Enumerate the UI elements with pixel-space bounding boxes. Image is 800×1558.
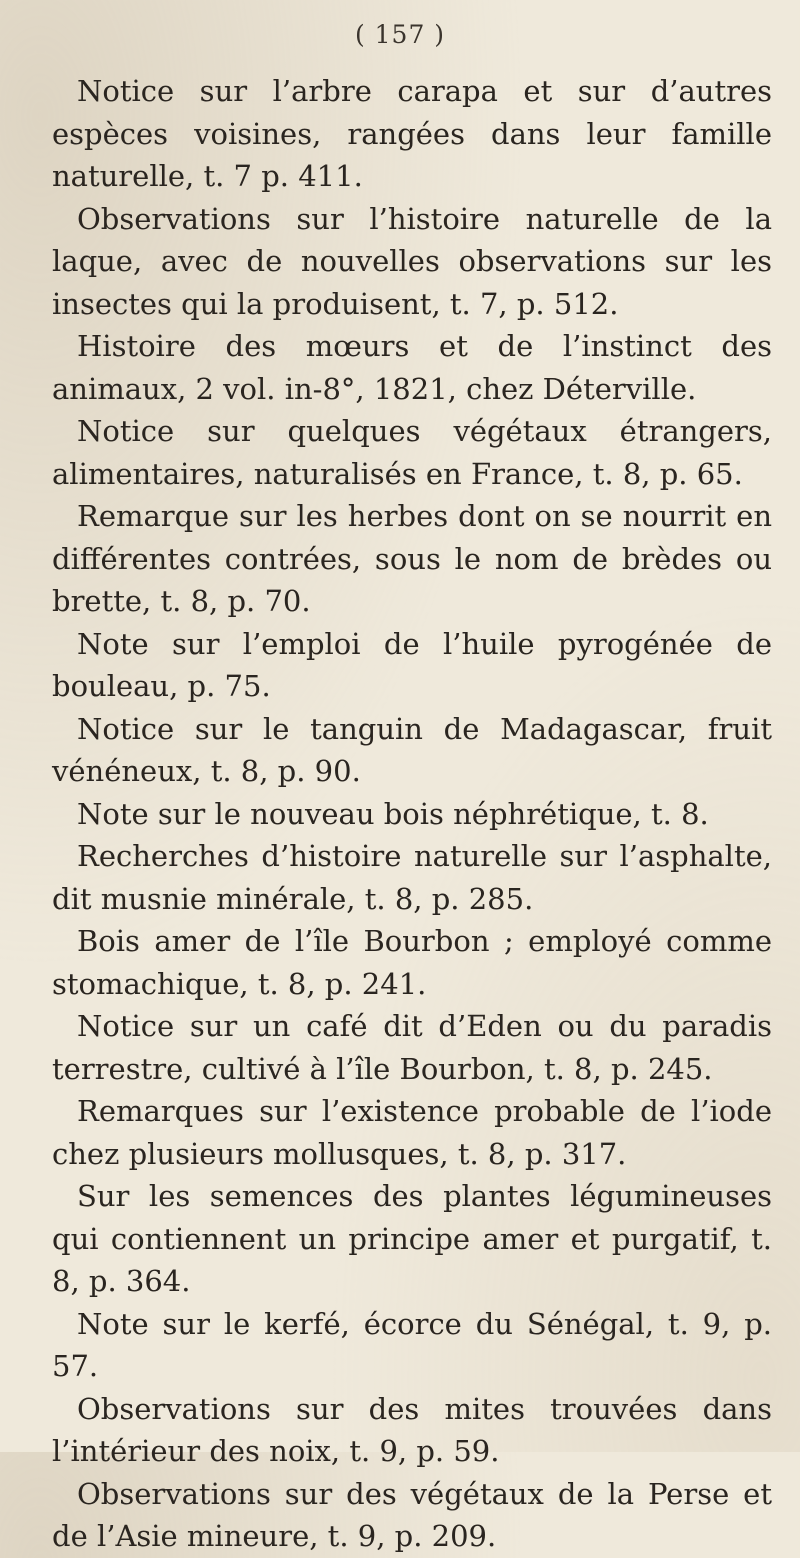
bibliography-entry: Bois amer de l’île Bourbon ; employé comme stomachique, t. 8, p. 241. (52, 924, 772, 1001)
bibliography-entry: Remarque sur les herbes dont on se nourrit en différentes contrées, sous le nom de brèdes ou brette, t. 8, p. 70. (52, 499, 772, 618)
bibliography-entry: Note sur le kerfé, écorce du Sénégal, t. 9, p. 57. (52, 1306, 772, 1383)
bibliography-entry: Notice sur quelques végétaux étrangers, alimentaires, naturalisés en France, t. 8, p. 65. (52, 414, 772, 491)
bibliography-entry: Observations sur des végétaux de la Perse et de l’Asie mineure, t. 9, p. 209. (52, 1476, 772, 1553)
bibliography-entry: Observations sur l’histoire naturelle de la laque, avec de nouvelles observations sur les insectes qui la produisent, t. 7, p. 512. (52, 201, 772, 321)
bibliography-list (52, 70, 772, 1558)
bibliography-entry: Notice sur l’arbre carapa et sur d’autres espèces voisines, rangées dans leur famille naturelle, t. 7 p. 411. (52, 74, 772, 193)
bibliography-entry: Remarques sur l’existence probable de l’iode chez plusieurs mollusques, t. 8, p. 317. (52, 1094, 772, 1171)
bibliography-entry: Recherches d’histoire naturelle sur l’asphalte, dit musnie minérale, t. 8, p. 285. (52, 839, 772, 916)
bibliography-entry: Observations sur des mites trouvées dans l’intérieur des noix, t. 9, p. 59. (52, 1391, 772, 1468)
bibliography-entry: Note sur le nouveau bois néphrétique, t. 8. (77, 796, 709, 831)
bibliography-entry: Note sur l’emploi de l’huile pyrogénée de bouleau, p. 75. (52, 626, 772, 703)
bibliography-entry: Notice sur le tanguin de Madagascar, fruit vénéneux, t. 8, p. 90. (52, 711, 772, 788)
bibliography-entry: Histoire des mœurs et de l’instinct des animaux, 2 vol. in-8°, 1821, chez Déterville. (52, 329, 772, 406)
page-number: ( 157 ) (354, 20, 446, 49)
bibliography-entry: Notice sur un café dit d’Eden ou du paradis terrestre, cultivé à l’île Bourbon, t. 8, p. 245. (52, 1009, 772, 1086)
bibliography-entry: Sur les semences des plantes légumineuses qui contiennent un principe amer et purgatif, t. 8, p. 364. (52, 1179, 772, 1298)
